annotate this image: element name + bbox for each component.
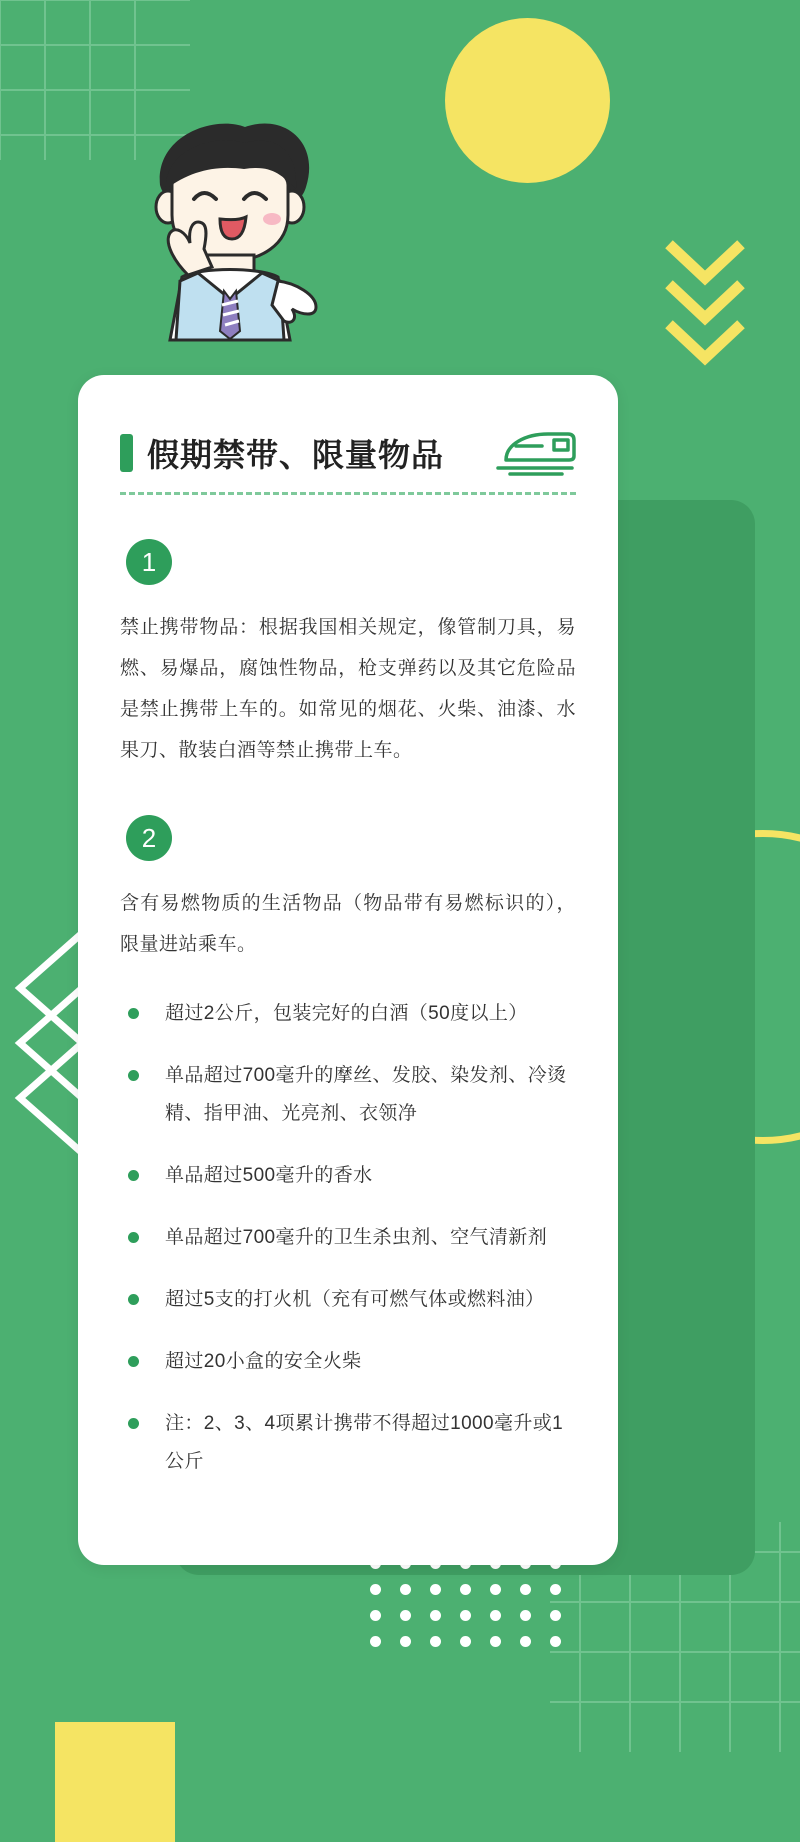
card-header — [120, 430, 576, 476]
header-divider — [120, 492, 576, 495]
list-item-label: 单品超过500毫升的香水 — [165, 1165, 373, 1186]
list-item — [120, 1343, 576, 1381]
chevron-down-icon — [665, 240, 745, 370]
list-item-label: 单品超过700毫升的卫生杀虫剂、空气清新剂 — [165, 1227, 548, 1248]
bullet-dot-icon — [128, 1418, 139, 1429]
bullet-dot-icon — [128, 1008, 139, 1019]
list-item — [120, 1157, 576, 1195]
bullet-dot-icon — [128, 1070, 139, 1081]
list-item-label: 注：2、3、4项累计携带不得超过1000毫升或1公斤 — [165, 1413, 564, 1472]
limited-items-list — [120, 995, 576, 1481]
section-2 — [120, 815, 576, 1481]
list-item — [120, 1405, 576, 1481]
bullet-dot-icon — [128, 1170, 139, 1181]
content-card — [78, 375, 618, 1565]
bullet-dot-icon — [128, 1356, 139, 1367]
list-item-label: 超过2公斤，包装完好的白酒（50度以上） — [165, 1003, 528, 1024]
list-item-label: 超过5支的打火机（充有可燃气体或燃料油） — [165, 1289, 545, 1310]
section-number-badge: 1 — [126, 539, 172, 585]
section-number-badge: 2 — [126, 815, 172, 861]
section-1 — [120, 539, 576, 771]
page-title: 假期禁带、限量物品 — [147, 437, 445, 473]
list-item-label: 单品超过700毫升的摩丝、发胶、染发剂、冷烫精、指甲油、光亮剂、衣领净 — [165, 1065, 567, 1124]
list-item — [120, 995, 576, 1033]
bullet-dot-icon — [128, 1294, 139, 1305]
section-paragraph: 含有易燃物质的生活物品（物品带有易燃标识的），限量进站乘车。 — [120, 893, 576, 955]
list-item — [120, 1281, 576, 1319]
bullet-dot-icon — [128, 1232, 139, 1243]
yellow-circle-decoration — [445, 18, 610, 183]
dot-grid-decoration — [360, 1550, 570, 1655]
boy-character-illustration — [120, 115, 340, 345]
list-item — [120, 1057, 576, 1133]
section-paragraph: 禁止携带物品：根据我国相关规定，像管制刀具，易燃、易爆品，腐蚀性物品，枪支弹药以及其它危险品是禁止携带上车的。如常见的烟花、火柴、油漆、水果刀、散装白酒等禁止携带上车。 — [120, 617, 576, 761]
list-item-label: 超过20小盒的安全火柴 — [165, 1351, 362, 1372]
list-item — [120, 1219, 576, 1257]
train-icon — [496, 430, 576, 476]
vertical-bar-icon — [120, 434, 133, 472]
yellow-square-decoration — [55, 1722, 175, 1842]
